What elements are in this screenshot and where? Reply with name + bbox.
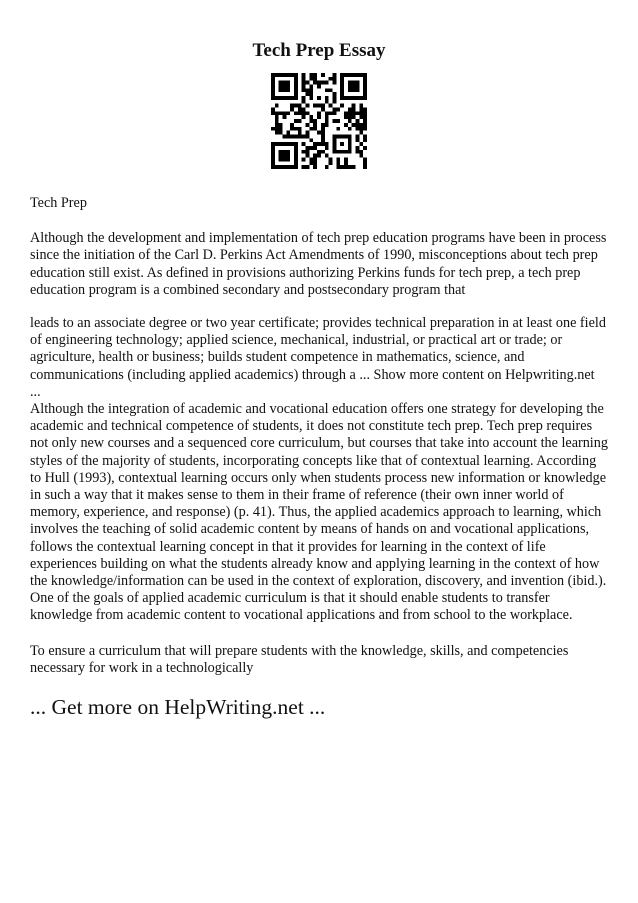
- qr-code-icon: [271, 73, 367, 169]
- get-more-link[interactable]: ... Get more on HelpWriting.net ...: [30, 695, 326, 720]
- paragraph-definition: leads to an associate degree or two year certificate; provides technical preparation in at least one field of engineering technology; applied science, mechanical, industrial, or practical art or trade; or agriculture, health or business; builds student competence in mathematics, science, and communications (including applied academics) through a ... Show more content on Helpwriting.net: [30, 315, 606, 383]
- paragraph-intro: Although the development and implementation of tech prep education programs have been in process since the initiation of the Carl D. Perkins Act Amendments of 1990, misconceptions about tech prep education still exist. As defined in provisions authorizing Perkins funds for tech prep, a tech prep education program is a combined secondary and postsecondary program that: [30, 230, 607, 298]
- paragraph-curriculum: To ensure a curriculum that will prepare students with the knowledge, skills, and competencies necessary for work in a technologically: [30, 642, 569, 676]
- qr-code-container: [30, 73, 608, 169]
- section-heading: Tech Prep: [30, 195, 87, 211]
- document-title: Tech Prep Essay: [252, 40, 386, 61]
- paragraph-integration: Although the integration of academic and vocational education offers one strategy for developing the academic and technical competence of students, it does not constitute tech prep. Tech prep requires not only new courses and a sequenced core curriculum, but courses that take into account the learning styles of the majority of students, incorporating concepts like that of contextual learning. According to Hull (1993), contextual learning occurs only when students process new information or knowledge in such a way that it makes sense to them in their frame of reference (their own inner world of memory, experience, and response) (p. 41). Thus, the applied academics approach to learning, which involves the teaching of solid academic content by means of hands on and vocational applications, follows the contextual learning concept in that it provides for learning in the context of life experiences building on what the students already know and applying learning in the context of how the knowledge/information can be used in the context of exploration, discovery, and invention (ibid.). One of the goals of applied academic curriculum is that it should enable students to transfer knowledge from academic content to vocational applications and from school to the workplace.: [30, 401, 608, 624]
- ellipsis-separator: ...: [30, 383, 41, 400]
